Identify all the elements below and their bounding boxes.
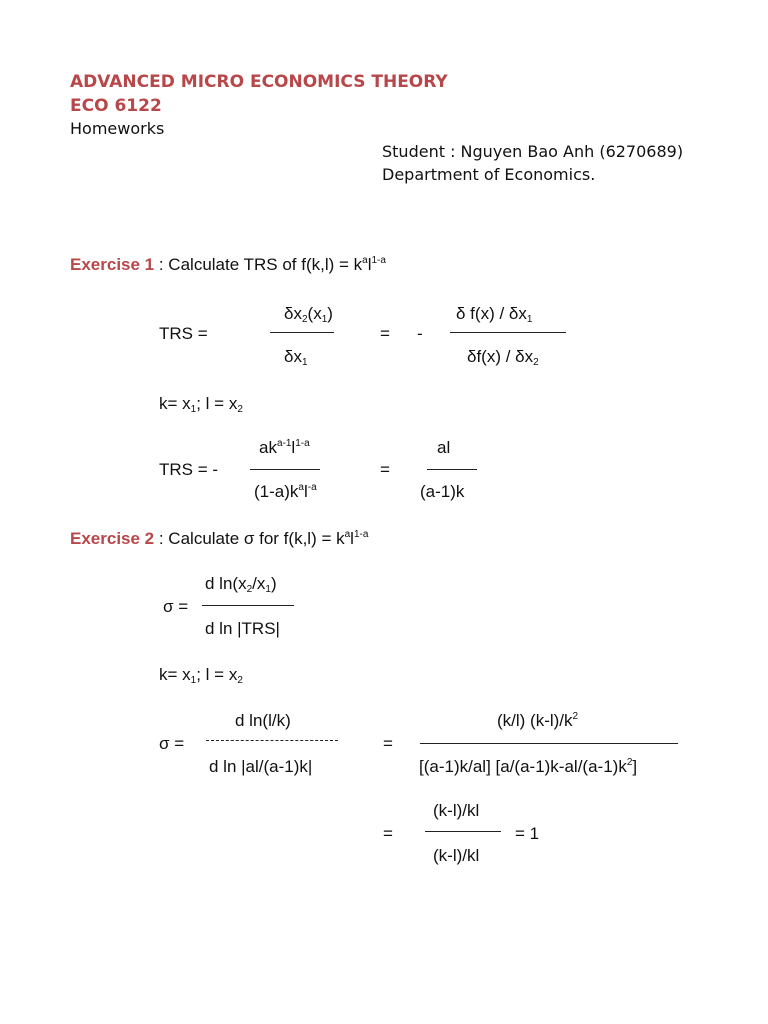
- den2-a: δf(x) / δx: [467, 347, 534, 366]
- num3-a: ak: [259, 438, 277, 457]
- trs-denominator-4: (a-1)k: [420, 482, 465, 501]
- trs-denominator-1: [284, 347, 308, 367]
- num3-sup2: 1-a: [295, 438, 310, 449]
- fraction-bar: [250, 469, 320, 470]
- course-code: ECO 6122: [70, 96, 162, 116]
- num1-a: δx: [284, 304, 302, 323]
- s-num1-c: ): [270, 574, 277, 593]
- sub-l-s: 2: [237, 404, 243, 415]
- student-info: Student : Nguyen Bao Anh (6270689): [382, 142, 684, 161]
- result: = 1: [515, 824, 540, 843]
- fraction-bar: [270, 332, 334, 333]
- num1-c: ): [327, 304, 333, 323]
- exercise2-task-l: l: [350, 529, 354, 548]
- exercise1-task: : Calculate TRS of f(k,l) = k: [154, 255, 363, 274]
- s-sub-k: k= x: [159, 665, 191, 684]
- den2-s: 2: [533, 357, 539, 368]
- sigma-denominator-2: d ln |al/(a-1)k|: [209, 757, 313, 776]
- num3-b: l: [291, 438, 296, 457]
- sigma-denominator-3: [419, 757, 637, 777]
- sigma2-label: σ =: [159, 734, 185, 753]
- s-sub-l-s: 2: [237, 675, 243, 686]
- den3-a: (1-a)k: [254, 482, 299, 501]
- sigma-numerator-1: [205, 574, 277, 594]
- equals-sign-4: =: [383, 824, 393, 843]
- exercise1-label: Exercise 1: [70, 255, 155, 274]
- trs-numerator-4: al: [437, 438, 451, 457]
- den3-b: l: [303, 482, 308, 501]
- s-den3-b: ]: [632, 757, 638, 776]
- trs-label: TRS =: [159, 324, 208, 343]
- den1-s: 1: [301, 357, 308, 368]
- exercise1-task-l: l: [367, 255, 372, 274]
- course-title: ADVANCED MICRO ECONOMICS THEORY: [70, 72, 448, 92]
- s-num3-sup: 2: [572, 711, 579, 722]
- sub-k: k= x: [159, 394, 191, 413]
- exercise2-task-sup-1a: 1-a: [353, 529, 369, 540]
- trs-denominator-3: [254, 482, 317, 502]
- exercise2-task-sup-a: a: [344, 529, 351, 540]
- den3-sup: a: [298, 482, 304, 493]
- fraction-bar: [450, 332, 566, 333]
- trs-denominator-2: [467, 347, 539, 367]
- exercise1-task-sup-1a: 1-a: [371, 255, 386, 266]
- trs-numerator-1: [284, 304, 333, 324]
- num1-s2: 1: [321, 314, 328, 325]
- equals-sign-2: =: [380, 460, 390, 479]
- trs-numerator-2: [456, 304, 532, 324]
- sigma-numerator-4: (k-l)/kl: [433, 801, 480, 820]
- trs2-label: TRS = -: [159, 460, 219, 479]
- s-num1-s2: 1: [265, 584, 271, 595]
- num3-sup: a-1: [276, 438, 292, 449]
- fraction-bar: [425, 831, 501, 832]
- num1-s: 2: [301, 314, 308, 325]
- s-den3-sup: 2: [626, 757, 633, 768]
- fraction-bar: [202, 605, 294, 606]
- fraction-bar: [420, 743, 678, 744]
- sigma-denominator-1: d ln |TRS|: [205, 619, 280, 638]
- exercise2-heading: [70, 529, 368, 549]
- substitution-2: [159, 665, 243, 685]
- minus-sign: -: [417, 324, 423, 343]
- subtitle: Homeworks: [70, 119, 165, 138]
- equals-sign: =: [380, 324, 390, 343]
- exercise2-label: Exercise 2: [70, 529, 155, 548]
- sub-k-s: 1: [190, 404, 197, 415]
- den1-a: δx: [284, 347, 302, 366]
- s-sub-l: ; l = x: [196, 665, 238, 684]
- sigma-label: σ =: [163, 597, 189, 616]
- fraction-bar: [427, 469, 477, 470]
- sigma-numerator-2: d ln(l/k): [235, 711, 291, 730]
- exercise1-task-sup-a: a: [362, 255, 368, 266]
- s-num1-s: 2: [246, 584, 253, 595]
- sigma-numerator-3: [497, 711, 578, 731]
- s-num1-a: d ln(x: [205, 574, 247, 593]
- num1-b: (x: [307, 304, 322, 323]
- fraction-bar: [206, 740, 338, 741]
- equals-sign-3: =: [383, 734, 393, 753]
- num2-a: δ f(x) / δx: [456, 304, 527, 323]
- s-den3-a: [(a-1)k/al] [a/(a-1)k-al/(a-1)k: [419, 757, 627, 776]
- exercise1-heading: [70, 255, 386, 275]
- department: Department of Economics.: [382, 165, 596, 184]
- sub-l: ; l = x: [196, 394, 238, 413]
- substitution-1: [159, 394, 243, 414]
- s-num1-b: /x: [252, 574, 266, 593]
- den3-sup2: -a: [307, 482, 317, 493]
- sigma-denominator-4: (k-l)/kl: [433, 846, 480, 865]
- s-num3-a: (k/l) (k-l)/k: [497, 711, 573, 730]
- num2-s: 1: [526, 314, 533, 325]
- trs-numerator-3: [259, 438, 310, 458]
- exercise2-task: : Calculate σ for f(k,l) = k: [154, 529, 345, 548]
- s-sub-k-s: 1: [190, 675, 197, 686]
